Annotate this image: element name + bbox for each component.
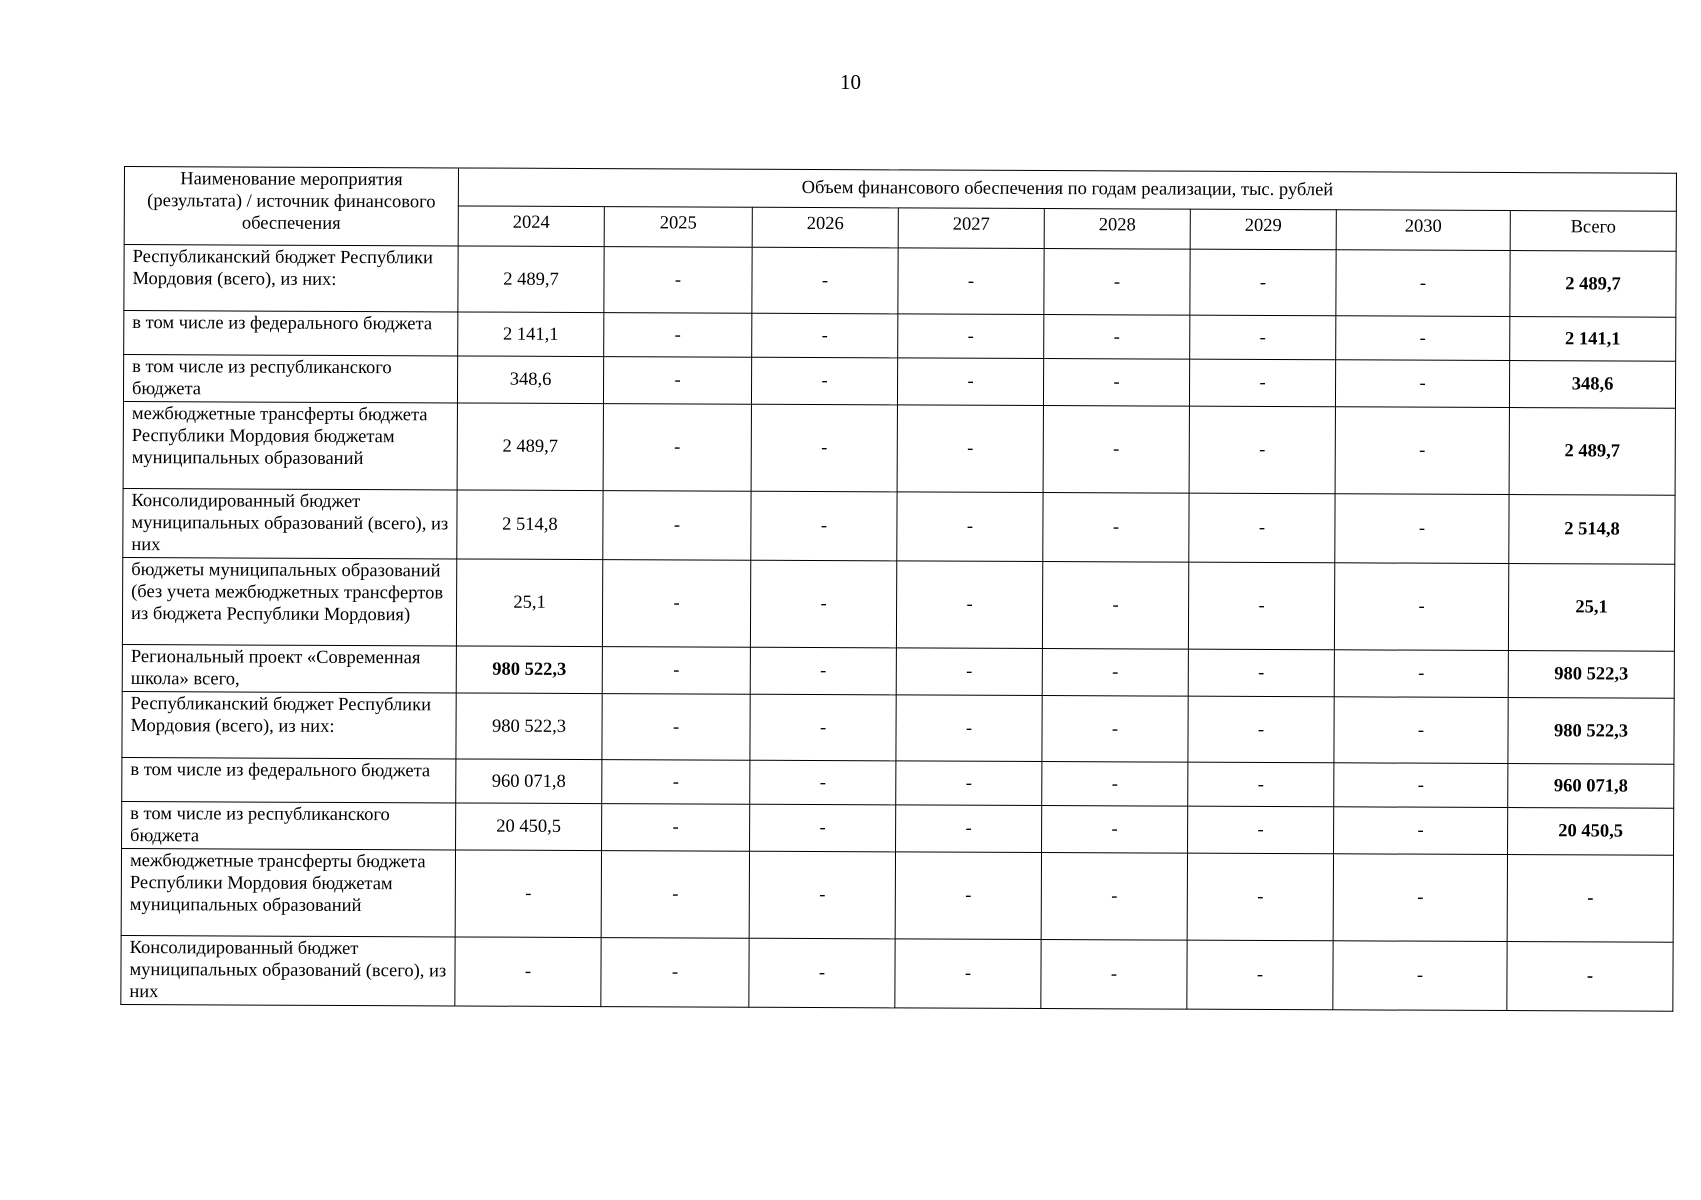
cell-value: 980 522,3	[456, 646, 602, 694]
cell-value: -	[896, 561, 1042, 649]
table-row	[123, 488, 1675, 564]
row-label: Консолидированный бюджет муниципальных образований (всего), из них	[121, 935, 455, 1005]
cell-total: -	[1507, 855, 1673, 943]
cell-value: -	[1190, 315, 1336, 360]
cell-value: -	[1042, 696, 1188, 763]
page-number: 10	[840, 70, 861, 94]
cell-value: -	[1333, 854, 1507, 942]
cell-value: -	[896, 648, 1042, 696]
row-label: Республиканский бюджет Республики Мордовия (всего), из них:	[124, 245, 458, 312]
row-label: в том числе из республиканского бюджета	[123, 355, 457, 403]
cell-value: -	[1188, 562, 1334, 650]
row-label: межбюджетные трансферты бюджета Республики Мордовия бюджетам муниципальных образований	[123, 401, 457, 489]
cell-value: -	[602, 647, 750, 695]
cell-value: -	[1187, 853, 1333, 941]
cell-value: -	[1187, 940, 1333, 1010]
cell-value: -	[750, 647, 896, 695]
table-row	[124, 245, 1676, 318]
table-row	[121, 848, 1673, 942]
cell-value: -	[898, 314, 1044, 359]
cell-value: -	[1041, 853, 1187, 941]
cell-value: -	[603, 404, 751, 492]
table-row	[122, 691, 1674, 764]
cell-value: -	[752, 313, 898, 358]
cell-value: -	[1335, 407, 1509, 495]
row-label: Республиканский бюджет Республики Мордовия (всего), из них:	[122, 691, 456, 758]
cell-value: -	[1333, 941, 1507, 1011]
cell-total: 2 489,7	[1509, 408, 1675, 496]
cell-value: 20 450,5	[456, 803, 602, 851]
cell-value: 2 489,7	[457, 403, 603, 491]
cell-total: 960 071,8	[1508, 764, 1674, 809]
cell-value: -	[1188, 649, 1334, 697]
cell-value: -	[1043, 406, 1189, 494]
cell-value: -	[896, 805, 1042, 853]
finance-table-container	[120, 166, 1676, 1012]
table-row	[123, 401, 1675, 495]
cell-value: -	[749, 938, 895, 1008]
cell-value: -	[1042, 562, 1188, 650]
cell-value: -	[602, 804, 750, 852]
cell-value: -	[897, 358, 1043, 406]
cell-total: 348,6	[1509, 361, 1675, 409]
cell-value: -	[604, 313, 752, 358]
cell-total: 980 522,3	[1508, 698, 1674, 765]
cell-value: -	[1335, 494, 1509, 564]
cell-value: -	[1188, 762, 1334, 807]
cell-value: 980 522,3	[456, 693, 602, 760]
cell-value: -	[1042, 806, 1188, 854]
cell-value: -	[1042, 649, 1188, 697]
cell-value: 2 141,1	[458, 312, 604, 357]
cell-value: -	[750, 694, 896, 761]
cell-total: 2 141,1	[1510, 317, 1676, 362]
cell-value: -	[896, 761, 1042, 806]
cell-value: -	[751, 357, 897, 405]
cell-value: -	[896, 695, 1042, 762]
cell-value: -	[895, 852, 1041, 940]
row-label: бюджеты муниципальных образований (без учета межбюджетных трансфертов из бюджета Республики Мордовия)	[122, 557, 456, 645]
cell-value: -	[1336, 250, 1510, 317]
table-row	[122, 644, 1674, 698]
cell-total: 980 522,3	[1508, 651, 1674, 699]
column-header-year: 2026	[752, 207, 898, 248]
cell-value: 2 514,8	[457, 490, 603, 560]
finance-table	[120, 166, 1677, 1012]
cell-value: -	[602, 560, 750, 648]
cell-value: -	[1043, 359, 1189, 407]
table-row	[122, 557, 1674, 651]
cell-value: -	[1044, 315, 1190, 360]
cell-value: -	[603, 357, 751, 405]
row-label: межбюджетные трансферты бюджета Республики Мордовия бюджетам муниципальных образований	[121, 848, 455, 936]
table-header-row	[124, 167, 1676, 212]
table-row	[123, 355, 1675, 409]
cell-value: 25,1	[456, 559, 602, 647]
cell-total: 25,1	[1508, 564, 1674, 652]
cell-value: 348,6	[457, 356, 603, 404]
cell-value: -	[897, 492, 1043, 562]
column-header-year: 2029	[1190, 209, 1336, 250]
cell-value: -	[1335, 360, 1509, 408]
column-header-group: Объем финансового обеспечения по годам реализации, тыс. рублей	[458, 168, 1676, 211]
cell-value: -	[1188, 806, 1334, 854]
cell-value: -	[751, 491, 897, 561]
cell-value: -	[750, 760, 896, 805]
cell-value: -	[1334, 563, 1508, 651]
cell-total: 2 514,8	[1509, 495, 1675, 565]
cell-value: -	[1336, 316, 1510, 361]
cell-total: 2 489,7	[1510, 251, 1676, 318]
cell-value: -	[1188, 696, 1334, 763]
cell-value: -	[1189, 359, 1335, 407]
cell-value: -	[751, 404, 897, 492]
table-row	[124, 311, 1676, 362]
table-body	[121, 245, 1676, 1012]
cell-value: -	[1043, 493, 1189, 563]
cell-value: -	[1334, 763, 1508, 808]
cell-value: -	[750, 804, 896, 852]
table-row	[121, 935, 1673, 1011]
cell-value: 2 489,7	[458, 246, 604, 313]
column-header-year: 2028	[1044, 209, 1190, 250]
cell-value: -	[752, 247, 898, 314]
cell-value: -	[1190, 249, 1336, 316]
cell-value: -	[455, 850, 601, 938]
row-label: в том числе из республиканского бюджета	[122, 801, 456, 849]
cell-value: -	[1042, 762, 1188, 807]
cell-value: -	[601, 851, 749, 939]
cell-value: -	[455, 937, 601, 1007]
cell-total: 20 450,5	[1508, 808, 1674, 856]
column-header-year: 2025	[604, 207, 752, 248]
row-label: в том числе из федерального бюджета	[124, 311, 458, 356]
cell-value: -	[1334, 650, 1508, 698]
cell-value: 960 071,8	[456, 759, 602, 804]
cell-value: -	[1041, 940, 1187, 1010]
column-header-year: 2027	[898, 208, 1044, 249]
column-header-year: 2030	[1336, 210, 1510, 251]
row-label: в том числе из федерального бюджета	[122, 757, 456, 802]
table-row	[122, 801, 1674, 855]
column-header-total: Всего	[1510, 211, 1676, 252]
cell-value: -	[749, 851, 895, 939]
cell-value: -	[601, 938, 749, 1008]
cell-value: -	[750, 560, 896, 648]
cell-value: -	[604, 247, 752, 314]
cell-value: -	[1334, 697, 1508, 764]
cell-value: -	[1334, 807, 1508, 855]
cell-value: -	[603, 491, 751, 561]
row-label: Региональный проект «Современная школа» всего,	[122, 644, 456, 692]
column-header-year: 2024	[458, 206, 604, 247]
table-row	[122, 757, 1674, 808]
cell-value: -	[1189, 493, 1335, 563]
column-header-name: Наименование мероприятия (результата) / источник финансового обеспечения	[124, 167, 458, 246]
cell-value: -	[602, 760, 750, 805]
cell-value: -	[602, 694, 750, 761]
cell-value: -	[898, 248, 1044, 315]
cell-value: -	[895, 939, 1041, 1009]
cell-total: -	[1507, 942, 1673, 1012]
row-label: Консолидированный бюджет муниципальных образований (всего), из них	[123, 488, 457, 558]
cell-value: -	[897, 405, 1043, 493]
cell-value: -	[1189, 406, 1335, 494]
cell-value: -	[1044, 249, 1190, 316]
